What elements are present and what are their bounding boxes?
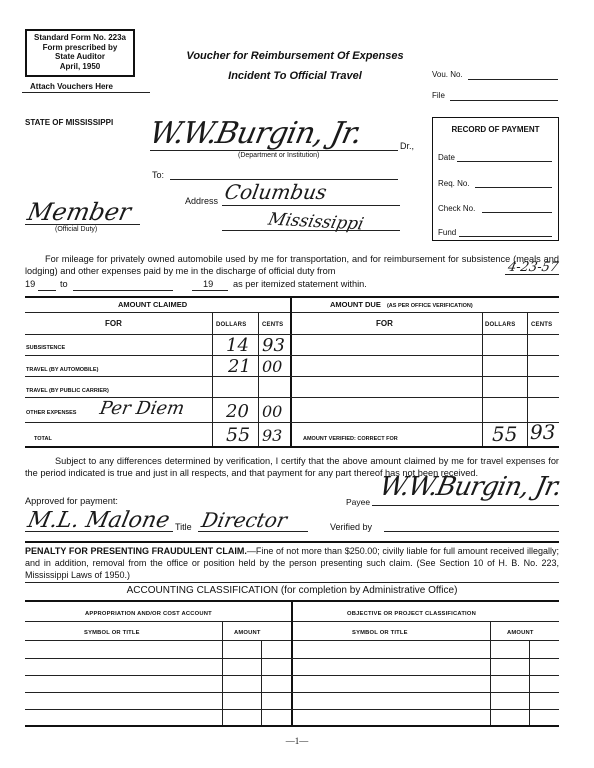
acct-row-rule: [25, 692, 559, 693]
address-line-1: Columbus: [222, 180, 329, 204]
from-date: 4-23-57: [506, 260, 560, 275]
verified-by-field[interactable]: [384, 531, 559, 532]
address-line-2: Mississippi: [266, 209, 366, 235]
acct-col-center: [291, 600, 293, 725]
penalty-text: [25, 545, 559, 581]
period-field-a[interactable]: [38, 290, 56, 291]
dollars-header-left: DOLLARS: [216, 322, 247, 328]
official-duty-label: (Official Duty): [55, 226, 98, 233]
record-check-label: Check No.: [438, 204, 476, 213]
acct-row-rule: [25, 658, 559, 659]
amount-header-right: AMOUNT: [507, 630, 534, 636]
vou-no-label: Vou. No.: [432, 70, 463, 79]
verified-by-label: Verified by: [330, 522, 373, 532]
department-label: (Department or Institution): [238, 152, 320, 159]
for-header-right: FOR: [376, 319, 393, 328]
objective-header: OBJECTIVE OR PROJECT CLASSIFICATION: [347, 611, 476, 617]
amount-due-note: (AS PER OFFICE VERIFICATION): [386, 303, 473, 309]
form-title: [170, 46, 420, 86]
penalty-rule: [25, 541, 559, 543]
col-rule: [258, 312, 259, 446]
col-rule: [482, 312, 483, 446]
approved-label: Approved for payment:: [25, 496, 118, 506]
record-title: RECORD OF PAYMENT: [451, 125, 540, 134]
record-req-label: Req. No.: [438, 179, 470, 188]
row-rule: [25, 376, 559, 377]
record-fund-label: Fund: [438, 228, 457, 237]
vou-no-field[interactable]: [468, 79, 558, 80]
col-rule: [212, 312, 213, 446]
appropriation-header: APPROPRIATION AND/OR COST ACCOUNT: [85, 611, 212, 617]
penalty-body: —Fine of not more than $250.00; civilly liable for full amount received illegally; and in addition, removal from the office or position held by the person presenting such claim. (See Section 10 of H. B. No. 223, Mississippi Laws of 1950.): [25, 546, 559, 580]
attach-underline: [22, 92, 150, 93]
row-label-travel-auto: TRAVEL (BY AUTOMOBILE): [26, 367, 99, 373]
address-label: Address: [185, 196, 219, 206]
title-line-2: Incident To Official Travel: [228, 70, 362, 82]
other-expenses-note: Per Diem: [98, 398, 187, 419]
period-year-2: 19: [203, 279, 214, 289]
period-year-1: 19: [25, 279, 36, 289]
amount-verified-label: AMOUNT VERIFIED: CORRECT FOR: [303, 436, 398, 442]
symbol-header-right: SYMBOL OR TITLE: [352, 630, 408, 636]
row-rule: [25, 355, 559, 356]
accounting-title: ACCOUNTING CLASSIFICATION (for completion by Administrative Office): [126, 585, 458, 596]
amount-claimed-header: AMOUNT CLAIMED: [118, 300, 188, 309]
record-check-field[interactable]: [482, 212, 552, 213]
title-value: Director: [199, 508, 290, 532]
col-rule-center: [290, 296, 292, 446]
penalty-heading: PENALTY FOR PRESENTING FRAUDULENT CLAIM.: [25, 546, 247, 556]
record-req-field[interactable]: [475, 187, 552, 188]
file-label: File: [432, 91, 445, 100]
acct-col-rule: [261, 640, 262, 725]
row-rule: [25, 334, 559, 335]
table-header-rule: [25, 312, 559, 313]
approver-line: [25, 531, 173, 532]
payee-sign-line: [372, 505, 559, 506]
travel-auto-dollars: 21: [228, 356, 251, 377]
address-field-1[interactable]: [222, 205, 400, 206]
attach-vouchers-label: Attach Vouchers Here: [30, 82, 113, 91]
approver-signature: M.L. Malone: [25, 508, 172, 533]
amount-due-label: AMOUNT DUE: [330, 300, 381, 309]
acct-row-rule: [25, 709, 559, 710]
period-to: to: [60, 279, 68, 289]
form-box-line: Standard Form No. 223a: [33, 33, 127, 42]
record-date-field[interactable]: [457, 161, 552, 162]
acct-row-rule: [25, 675, 559, 676]
cents-header-left: CENTS: [262, 322, 284, 328]
total-dollars: 55: [226, 424, 251, 446]
amount-header-left: AMOUNT: [234, 630, 261, 636]
official-duty-handwritten: Member: [25, 198, 134, 226]
form-box-line: State Auditor: [55, 52, 105, 61]
acct-col-rule: [529, 640, 530, 725]
verified-cents: 93: [530, 420, 556, 444]
row-label-other-expenses: OTHER EXPENSES: [26, 410, 77, 416]
file-field[interactable]: [450, 100, 558, 101]
row-rule: [25, 422, 559, 423]
official-duty-line: [25, 224, 140, 225]
dr-label: Dr.,: [400, 141, 415, 151]
for-header-left: FOR: [105, 319, 122, 328]
col-rule: [527, 312, 528, 446]
form-box-line: April, 1950: [59, 61, 101, 71]
table-bottom-rule: [25, 446, 559, 448]
table-top-rule: [25, 296, 559, 298]
other-expenses-dollars: 20: [226, 401, 249, 422]
period-field-b[interactable]: [73, 290, 173, 291]
record-fund-field[interactable]: [459, 236, 552, 237]
certification-body: Subject to any differences determined by verification, I certify that the above amount claimed by me for travel expenses for the period indicated is true and just in all respects, and that payment for any part thereof has not been received.: [25, 456, 559, 478]
address-field-2[interactable]: [222, 230, 400, 231]
record-date-label: Date: [438, 153, 455, 162]
payee-signature-bottom: W.W.Burgin, Jr.: [376, 472, 564, 502]
payee-signature: W.W.Burgin, Jr.: [146, 116, 365, 151]
row-label-subsistence: SUBSISTENCE: [26, 345, 66, 351]
form-box-line: Form prescribed by: [42, 42, 118, 52]
row-label-total: TOTAL: [34, 436, 52, 442]
subsistence-dollars: 14: [226, 335, 249, 356]
other-expenses-cents: 00: [262, 402, 283, 421]
payee-label: Payee: [346, 497, 371, 507]
state-label: STATE OF MISSISSIPPI: [25, 118, 114, 127]
dollars-header-right: DOLLARS: [485, 322, 516, 328]
period-tail: as per itemized statement within.: [233, 279, 367, 289]
statement-text: For mileage for privately owned automobile used by me for transportation, and for reimbursement for subsistence (meals and lodging) and other expenses paid by me in the discharge of official duty from: [25, 254, 559, 276]
travel-auto-cents: 00: [262, 357, 283, 376]
to-label: To:: [152, 170, 165, 180]
total-cents: 93: [262, 426, 283, 445]
title-line: [198, 531, 308, 532]
row-label-travel-carrier: TRAVEL (BY PUBLIC CARRIER): [26, 388, 109, 394]
title-line-1: Voucher for Reimbursement Of Expenses: [186, 50, 404, 62]
cents-header-right: CENTS: [531, 322, 553, 328]
mileage-statement: [25, 253, 559, 277]
from-date-field[interactable]: [505, 274, 559, 275]
form-number-box: [25, 29, 135, 77]
acct-bottom-rule: [25, 725, 559, 727]
payee-name-line: [150, 150, 398, 151]
period-field-c[interactable]: [192, 290, 228, 291]
verified-dollars: 55: [492, 422, 518, 446]
accounting-top-rule: [25, 582, 559, 583]
subsistence-cents: 93: [262, 335, 285, 356]
title-label: Title: [175, 522, 192, 532]
amount-due-header: [330, 300, 473, 309]
page-number: —1—: [285, 736, 309, 746]
symbol-header-left: SYMBOL OR TITLE: [84, 630, 140, 636]
